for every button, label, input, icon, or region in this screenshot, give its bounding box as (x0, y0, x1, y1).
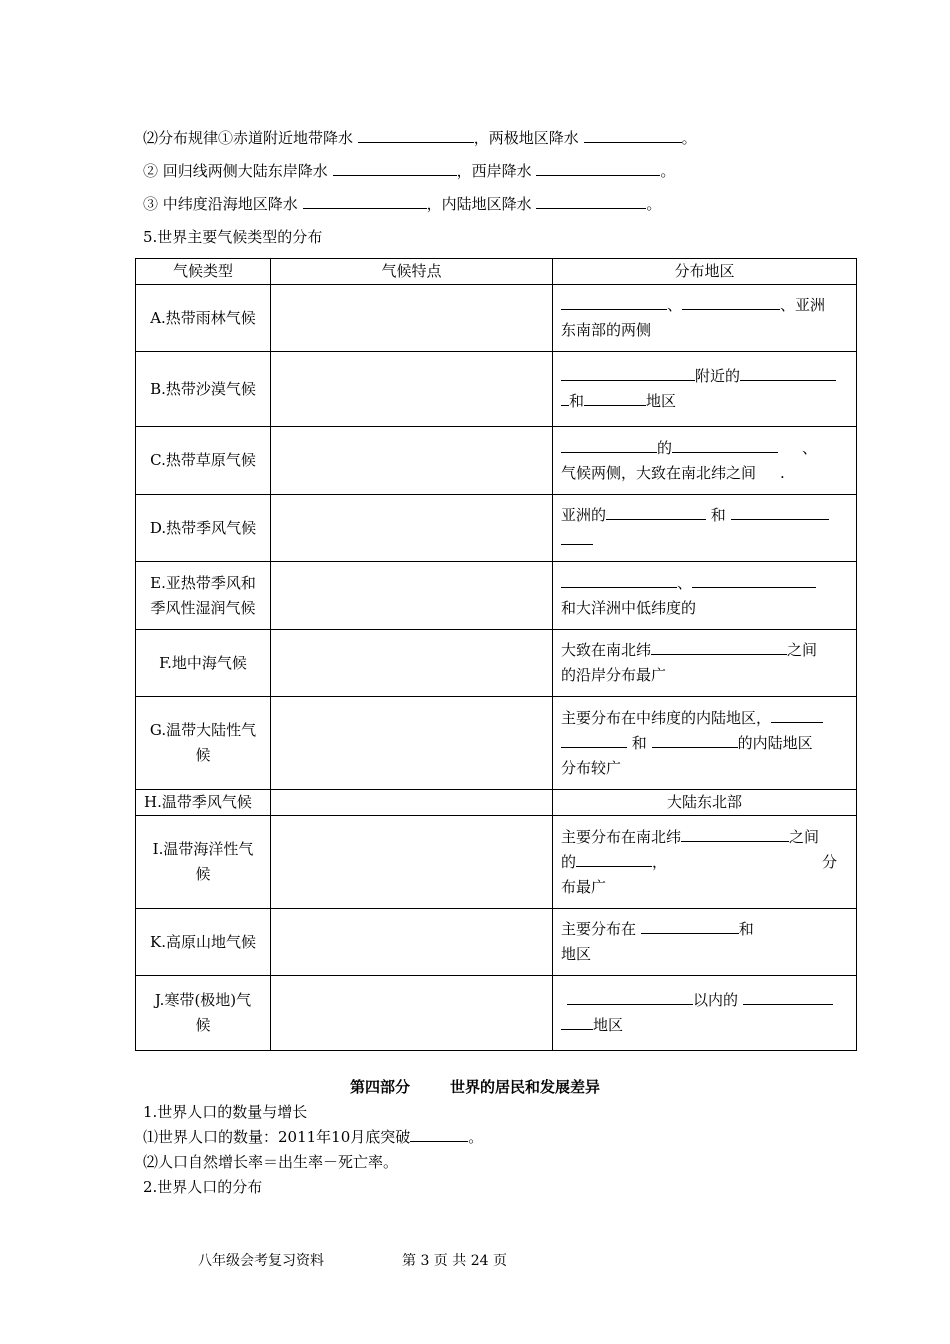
climate-features (271, 697, 553, 790)
table-row (136, 352, 857, 427)
climate-area: 以内的 地区 (553, 976, 857, 1051)
climate-features (271, 562, 553, 630)
climate-type: F.地中海气候 (136, 630, 271, 697)
part4-item-2: 2.世界人口的分布 (143, 1178, 263, 1196)
climate-table (135, 258, 857, 1051)
climate-features (271, 352, 553, 427)
climate-type: K.高原山地气候 (136, 909, 271, 976)
climate-area: 亚洲的 和 (553, 495, 857, 562)
precip-line-3: ③ 中纬度沿海地区降水 ，内陆地区降水 。 (143, 195, 662, 213)
climate-area: 主要分布在 和 地区 (553, 909, 857, 976)
climate-type: B.热带沙漠气候 (136, 352, 271, 427)
table-row (136, 427, 857, 495)
climate-area: 主要分布在中纬度的内陆地区， 和 的内陆地区 分布较广 (553, 697, 857, 790)
table-row (136, 697, 857, 790)
part4-item-1-1: ⑴世界人口的数量：2011年10月底突破 。 (143, 1128, 484, 1146)
climate-features (271, 816, 553, 909)
climate-type: G.温带大陆性气 候 (136, 697, 271, 790)
climate-area: 大陆东北部 (553, 790, 857, 816)
table-row (136, 790, 857, 816)
climate-area: 附近的 和 地区 (553, 352, 857, 427)
header-type: 气候类型 (136, 259, 271, 285)
header-features: 气候特点 (271, 259, 553, 285)
blank (333, 160, 457, 176)
climate-type: J.寒带(极地)气 候 (136, 976, 271, 1051)
table-row (136, 909, 857, 976)
section-title: 第四部分 世界的居民和发展差异 (349, 1078, 601, 1096)
section-5-title: 5.世界主要气候类型的分布 (143, 228, 323, 246)
table-row (136, 285, 857, 352)
climate-area: 大致在南北纬 之间 的沿岸分布最广 (553, 630, 857, 697)
climate-features (271, 427, 553, 495)
table-row (136, 816, 857, 909)
climate-type: H.温带季风气候 (136, 790, 271, 816)
header-area: 分布地区 (553, 259, 857, 285)
climate-area: 、 和大洋洲中低纬度的 (553, 562, 857, 630)
blank (536, 193, 646, 209)
climate-area: 主要分布在南北纬 之间 的 ， 分 布最广 (553, 816, 857, 909)
blank (536, 160, 660, 176)
climate-area: 的 、 气候两侧，大致在南北纬之间 . (553, 427, 857, 495)
table-header-row (136, 259, 857, 285)
climate-features (271, 909, 553, 976)
table-row (136, 630, 857, 697)
table-row (136, 562, 857, 630)
footer-label: 八年级会考复习资料 (198, 1253, 324, 1269)
blank (303, 193, 427, 209)
climate-type: E.亚热带季风和 季风性湿润气候 (136, 562, 271, 630)
climate-type: A.热带雨林气候 (136, 285, 271, 352)
climate-features (271, 285, 553, 352)
climate-area: 、 、亚洲 东南部的两侧 (553, 285, 857, 352)
blank (584, 127, 682, 143)
precip-line-2: ② 回归线两侧大陆东岸降水 ，西岸降水 。 (143, 162, 676, 180)
climate-type: I.温带海洋性气 候 (136, 816, 271, 909)
climate-type: D.热带季风气候 (136, 495, 271, 562)
part4-item-1-2: ⑵人口自然增长率＝出生率－死亡率。 (143, 1153, 399, 1171)
table-row (136, 495, 857, 562)
climate-features (271, 976, 553, 1051)
climate-features (271, 630, 553, 697)
part4-item-1: 1.世界人口的数量与增长 (143, 1103, 308, 1121)
climate-type: C.热带草原气候 (136, 427, 271, 495)
blank (358, 127, 474, 143)
table-row (136, 976, 857, 1051)
precip-line-1: ⑵分布规律①赤道附近地带降水 ，两极地区降水 。 (143, 129, 697, 147)
blank (410, 1126, 468, 1142)
climate-features (271, 495, 553, 562)
climate-features (271, 790, 553, 816)
page-number: 第 3 页 共 24 页 (402, 1253, 507, 1269)
